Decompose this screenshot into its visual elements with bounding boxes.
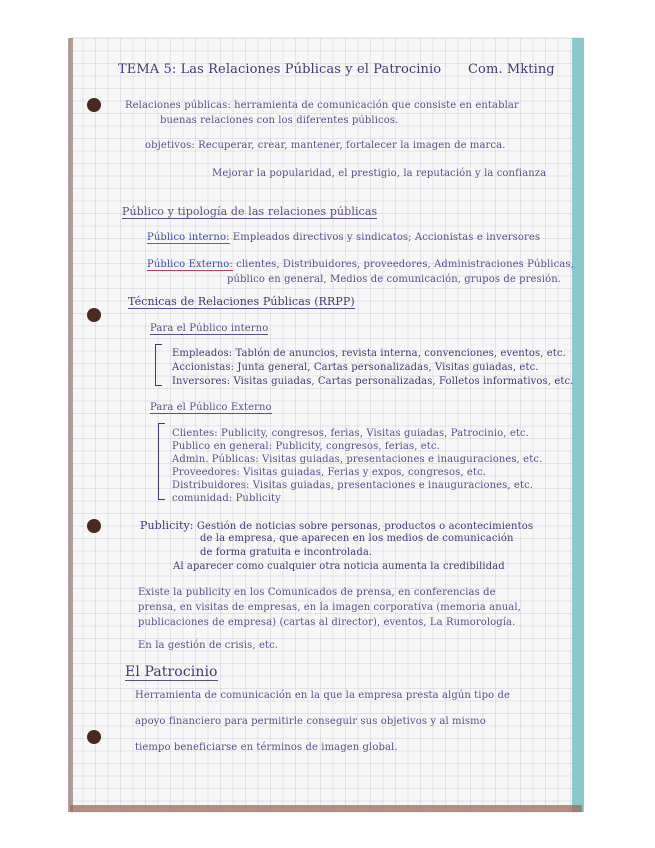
external-item-4: Proveedores: Visitas guiadas, Ferias y expos, congresos, etc. xyxy=(172,467,487,478)
binder-hole-1 xyxy=(87,98,101,112)
external-item-6: comunidad: Publicity xyxy=(172,493,281,504)
page-title: TEMA 5: Las Relaciones Públicas y el Patrocinio xyxy=(118,62,442,77)
sponsorship-line-2: apoyo financiero para permitirle conseguir sus objetivos y al mismo xyxy=(135,716,486,727)
publicity-extra-line-3: publicaciones de empresa) (cartas al director), eventos, La Rumorología. xyxy=(138,617,516,628)
binder-hole-2 xyxy=(87,308,101,322)
external-item-5: Distribuidores: Visitas guiadas, presentaciones e inauguraciones, etc. xyxy=(172,480,534,491)
page-bottom-edge xyxy=(70,805,582,812)
page-right-edge xyxy=(572,38,584,812)
binder-hole-4 xyxy=(87,730,101,744)
internal-public-line: Público interno: Empleados directivos y sindicatos; Accionistas e inversores xyxy=(147,232,541,243)
external-item-3: Admin. Públicas: Visitas guiadas, presentaciones e inauguraciones, etc. xyxy=(172,454,543,465)
publicity-line-3: de forma gratuita e incontrolada. xyxy=(200,547,373,558)
internal-list-bracket xyxy=(155,344,162,386)
sponsorship-line-3: tiempo beneficiarse en términos de imagen global. xyxy=(135,742,398,753)
external-item-2: Publico en general: Publicity, congresos, ferias, etc. xyxy=(172,441,440,452)
publicity-extra-line-1: Existe la publicity en los Comunicados de prensa, en conferencias de xyxy=(138,587,496,598)
external-list-bracket xyxy=(158,423,165,500)
internal-item-1: Empleados: Tablón de anuncios, revista interna, convenciones, eventos, etc. xyxy=(172,348,566,359)
publicity-line-2: de la empresa, que aparecen en los medios de comunicación xyxy=(200,533,514,544)
sponsorship-line-1: Herramienta de comunicación en la que la empresa presta algún tipo de xyxy=(135,690,511,701)
sponsorship-heading: El Patrocinio xyxy=(125,664,218,680)
internal-techniques-subheading: Para el Público interno xyxy=(150,323,269,334)
external-techniques-subheading: Para el Público Externo xyxy=(150,402,272,413)
publicity-line-1: Publicity: Gestión de noticias sobre personas, productos o acontecimientos xyxy=(140,519,534,532)
definition-line-2: buenas relaciones con los diferentes públicos. xyxy=(160,115,399,126)
course-label: Com. Mkting xyxy=(468,62,555,77)
external-public-line-1: Público Externo: clientes, Distribuidores, proveedores, Administraciones Públicas, xyxy=(147,259,574,270)
external-public-line-2: público en general, Medios de comunicación, grupos de presión. xyxy=(227,274,562,285)
internal-item-2: Accionistas: Junta general, Cartas personalizadas, Visitas guiadas, etc. xyxy=(172,362,539,373)
typology-heading: Público y tipología de las relaciones públicas xyxy=(122,205,378,218)
publicity-line-4: Al aparecer como cualquier otra noticia aumenta la credibilidad xyxy=(173,561,505,572)
objectives-line-1: objetivos: Recuperar, crear, mantener, fortalecer la imagen de marca. xyxy=(145,140,506,151)
binder-hole-3 xyxy=(87,519,101,533)
internal-item-3: Inversores: Visitas guiadas, Cartas personalizadas, Folletos informativos, etc. xyxy=(172,376,574,387)
external-item-1: Clientes: Publicity, congresos, ferias, Visitas guiadas, Patrocinio, etc. xyxy=(172,428,529,439)
publicity-extra-line-2: prensa, en visitas de empresas, en la imagen corporativa (memoria anual, xyxy=(138,602,521,613)
page-left-edge xyxy=(68,38,73,812)
techniques-heading: Técnicas de Relaciones Públicas (RRPP) xyxy=(128,295,355,308)
publicity-extra-line-4: En la gestión de crisis, etc. xyxy=(138,640,279,651)
definition-term: Relaciones públicas: herramienta de comunicación que consiste en entablar xyxy=(125,100,519,111)
objectives-line-2: Mejorar la popularidad, el prestigio, la reputación y la confianza xyxy=(212,168,547,179)
